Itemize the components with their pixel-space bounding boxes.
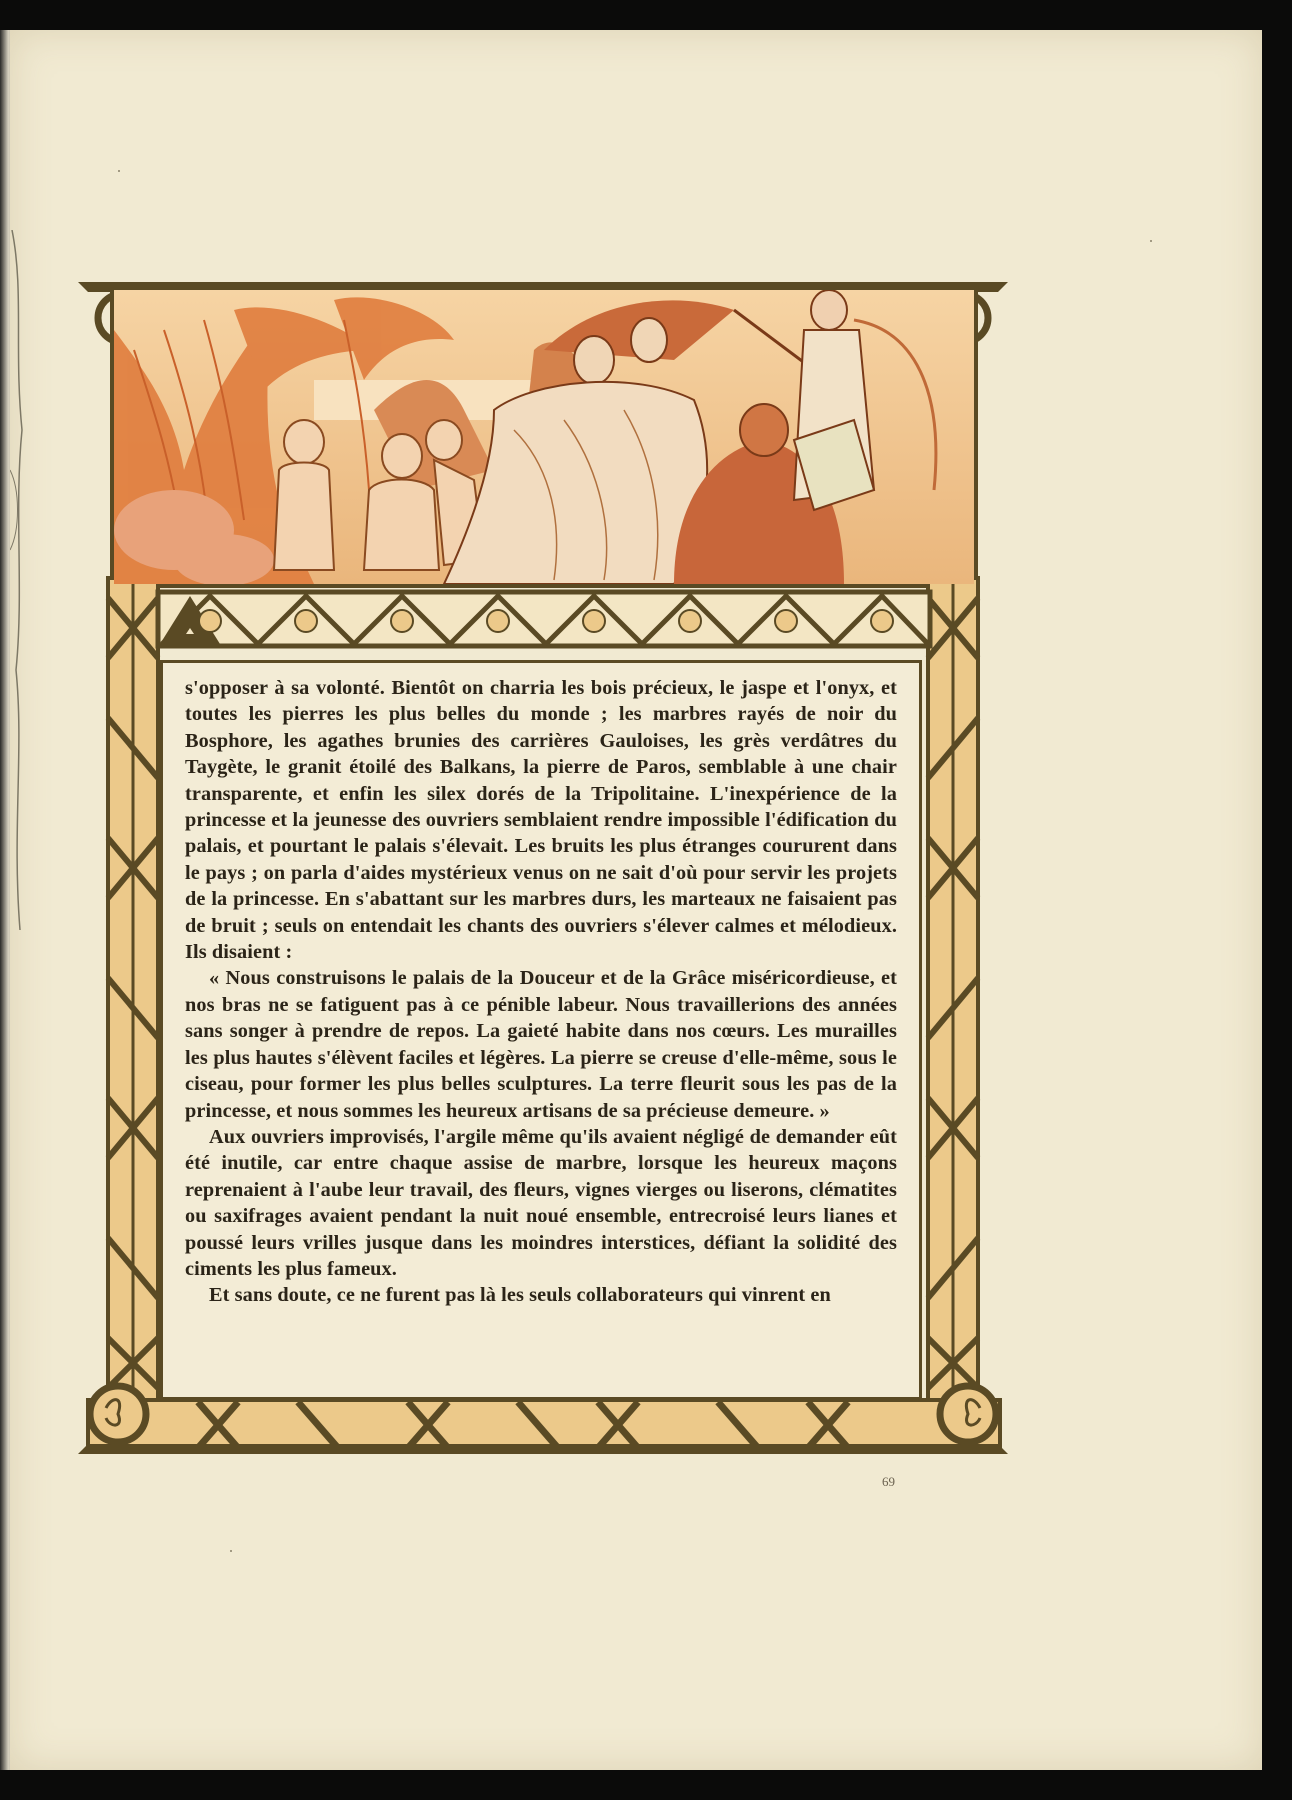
paragraph: Aux ouvriers improvisés, l'argile même qu'ils avaient négligé de demander eût été inutile, car entre chaque assise de marbre, lorsque les heureux maçons reprenaient à l'aube leur travail, des fleurs, vignes vierges ou liserons, clématites ou saxifrages avaient pendant la nuit noué ensemble, entrecroisé leurs lianes et poussé leurs vrilles jusque dans les moindres interstices, défiant la solidité des ciments les plus fameux.	[185, 1125, 897, 1280]
paragraph: s'opposer à sa volonté. Bientôt on charria les bois précieux, le jaspe et l'onyx, et toutes les pierres les plus belles du monde ; les marbres rayés de noir du Bosphore, les agathes brunies des carrières Gauloises, les grès verdâtres du Taygète, le granit étoilé des Balkans, la pierre de Paros, semblable à une chair transparente, et enfin les silex dorés de la Tripolitaine. L'inexpérience de la princesse et la jeunesse des ouvriers semblaient rendre impossible l'édification du palais, et pourtant le palais s'élevait. Les bruits les plus étranges coururent dans le pays ; on parla d'aides mystérieux venus on ne sait d'où pour servir les projets de la princesse. En s'abattant sur les marbres durs, les marteaux ne faisaient pas de bruit ; seuls on entendait les chants des ouvriers s'élever calmes et mélodieux. Ils disaient :	[185, 677, 897, 964]
page-number: 69	[882, 1474, 895, 1489]
paragraph: Et sans doute, ce ne furent pas là les seuls collaborateurs qui vinrent en	[209, 1284, 831, 1307]
text-panel	[160, 660, 922, 1400]
facing-page-ornament	[10, 230, 26, 930]
paper-speck	[230, 1550, 232, 1552]
book-page	[10, 30, 1262, 1770]
paper-speck	[1150, 240, 1152, 242]
paragraph: « Nous construisons le palais de la Douceur et de la Grâce miséricordieuse, et nos bras ne se fatiguent pas à ce pénible labeur. Nous travaillerions des années sans songer à prendre de repos. La gaieté habite dans nos cœurs. Les murailles les plus hautes s'élèvent faciles et légères. La pierre se creuse d'elle-même, sous le ciseau, pour former les plus belles sculptures. La terre fleurit sous les pas de la princesse, et nous sommes les heureux artisans de sa précieuse demeure. »	[185, 967, 897, 1122]
paper-speck	[118, 170, 120, 172]
decorative-illustration	[114, 290, 974, 584]
art-nouveau-frame	[78, 278, 1008, 1460]
